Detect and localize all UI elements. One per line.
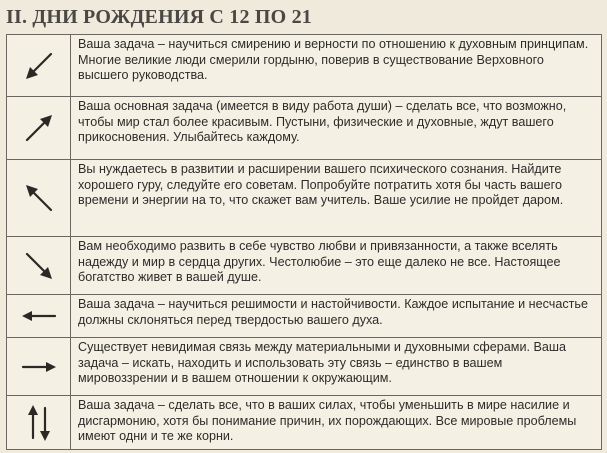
birthday-table <box>6 34 602 450</box>
table-row <box>7 237 601 295</box>
arrow-right-icon <box>19 357 59 377</box>
icon-cell <box>7 295 71 337</box>
row-text: Существует невидимая связь между материальными и духовными сферами. Ваша задача – искать, находить и использовать эту связь – единство в вашем мировоззрении и в вашем отношении к окружающим. <box>78 340 567 386</box>
icon-cell <box>7 237 71 294</box>
arrows-up-down-icon <box>24 402 54 444</box>
icon-cell <box>7 97 71 159</box>
icon-cell <box>7 160 71 236</box>
table-row <box>7 97 601 160</box>
row-text: Ваша основная задача (имеется в виду работа души) – сделать все, что возможно, чтобы мир стал более красивым. Пустыни, физические и духовные, ждут вашего прикосновения. Улыбайтесь каждому. <box>78 99 567 145</box>
arrow-down-left-icon <box>21 48 57 84</box>
row-text: Ваша задача – научиться решимости и настойчивости. Каждое испытание и несчастье должны склоняться перед твердостью вашего духа. <box>78 297 588 327</box>
row-text: Ваша задача – сделать все, что в ваших силах, чтобы уменьшить в мире насилие и дисгармонию, хотя бы понимание причин, их порождающих. Все мировые проблемы имеют одни и те же корни. <box>78 398 577 444</box>
table-row <box>7 338 601 396</box>
row-text: Вам необходимо развить в себе чувство любви и привязанности, а также вселять надежду и мир в сердца других. Честолюбие – это еще далеко не все. Настоящее богатство живет в вашей душе. <box>78 239 561 285</box>
arrow-up-left-icon <box>21 180 57 216</box>
table-row <box>7 295 601 338</box>
table-row <box>7 35 601 97</box>
arrow-down-right-icon <box>21 248 57 284</box>
row-text: Ваша задача – научиться смирению и верности по отношению к духовным принципам. Многие великие люди смерили гордыню, поверив в существование Верховного высшего руководства. <box>78 37 589 83</box>
arrow-left-icon <box>19 306 59 326</box>
icon-cell <box>7 396 71 449</box>
section-title: II. ДНИ РОЖДЕНИЯ С 12 ПО 21 <box>6 6 312 28</box>
row-text: Вы нуждаетесь в развитии и расширении вашего психического сознания. Найдите хорошего гуру, следуйте его советам. Попробуйте потратить хотя бы часть вашего времени и энергии на то, что скажет вам учитель. Ваше усилие не пройдет даром. <box>78 162 564 208</box>
icon-cell <box>7 338 71 395</box>
table-row <box>7 396 601 449</box>
table-row <box>7 160 601 237</box>
arrow-up-right-icon <box>21 110 57 146</box>
icon-cell <box>7 35 71 96</box>
